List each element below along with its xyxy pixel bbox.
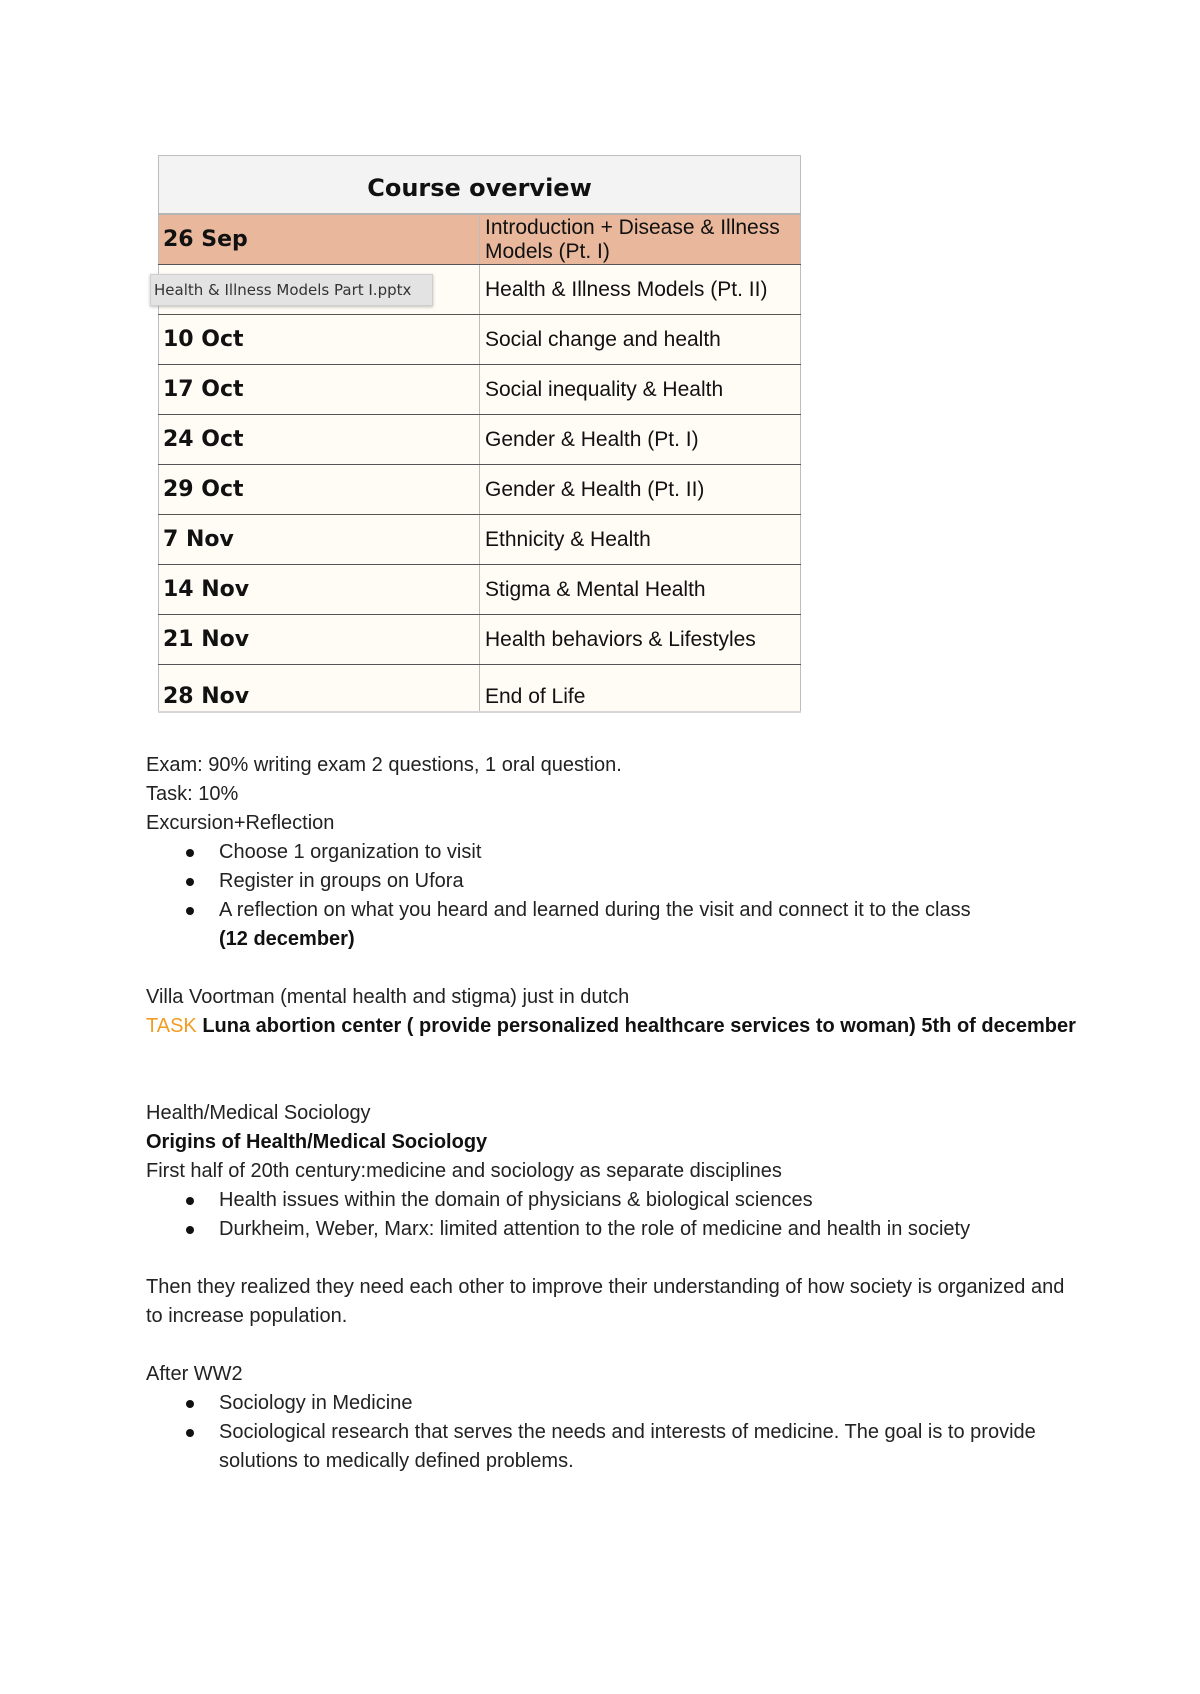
table-row xyxy=(159,665,801,713)
row-topic: Ethnicity & Health xyxy=(480,515,801,565)
after-ww2-list xyxy=(146,1389,1086,1476)
row-topic: End of Life xyxy=(480,665,801,713)
table-row xyxy=(159,465,801,515)
list-item: Durkheim, Weber, Marx: limited attention to the role of medicine and health in society xyxy=(219,1215,1086,1244)
origins-heading: Origins of Health/Medical Sociology xyxy=(146,1131,488,1153)
row-topic: Stigma & Mental Health xyxy=(480,565,801,615)
first-half-line: First half of 20th century:medicine and sociology as separate disciplines xyxy=(146,1160,782,1182)
row-topic: Health & Illness Models (Pt. II) xyxy=(480,265,801,315)
task-line: Task: 10% xyxy=(146,783,239,805)
list-item: Health issues within the domain of physicians & biological sciences xyxy=(219,1186,1086,1215)
row-date: 29 Oct xyxy=(159,465,480,515)
row-topic: Gender & Health (Pt. I) xyxy=(480,415,801,465)
course-overview-title: Course overview xyxy=(159,156,801,215)
row-topic: Health behaviors & Lifestyles xyxy=(480,615,801,665)
table-row xyxy=(159,615,801,665)
list-item: Choose 1 organization to visit xyxy=(219,838,1086,867)
row-date: 14 Nov xyxy=(159,565,480,615)
table-row xyxy=(159,365,801,415)
luna-line xyxy=(146,1012,1086,1041)
table-row xyxy=(159,415,801,465)
table-row xyxy=(159,315,801,365)
course-overview-table xyxy=(158,155,801,713)
villa-line: Villa Voortman (mental health and stigma) just in dutch xyxy=(146,986,630,1008)
row-date: 24 Oct xyxy=(159,415,480,465)
deadline-text: (12 december) xyxy=(219,928,355,950)
list-item: Sociological research that serves the needs and interests of medicine. The goal is to provide solutions to medically defined problems. xyxy=(219,1418,1086,1476)
list-item: Sociology in Medicine xyxy=(219,1389,1086,1418)
excursion-list xyxy=(146,838,1086,954)
exam-line: Exam: 90% writing exam 2 questions, 1 oral question. xyxy=(146,754,622,776)
document-body xyxy=(146,751,1086,1476)
row-date: 10 Oct xyxy=(159,315,480,365)
row-topic: Social change and health xyxy=(480,315,801,365)
realized-paragraph: Then they realized they need each other to improve their understanding of how society is organized and to increase population. xyxy=(146,1276,1065,1327)
list-item: A reflection on what you heard and learned during the visit and connect it to the class (12 december) xyxy=(219,896,1086,954)
row-topic: Introduction + Disease & Illness Models (Pt. I) xyxy=(480,214,801,265)
task-label: TASK xyxy=(146,1015,197,1037)
excursion-heading: Excursion+Reflection xyxy=(146,812,335,834)
luna-text: Luna abortion center ( provide personalized healthcare services to woman) 5th of december xyxy=(202,1015,1076,1037)
table-row xyxy=(159,214,801,265)
table-row xyxy=(159,515,801,565)
sociology-heading: Health/Medical Sociology xyxy=(146,1102,371,1124)
row-topic: Social inequality & Health xyxy=(480,365,801,415)
row-topic: Gender & Health (Pt. II) xyxy=(480,465,801,515)
row-date: 17 Oct xyxy=(159,365,480,415)
file-tooltip: Health & Illness Models Part I.pptx xyxy=(150,274,433,306)
row-date: 7 Nov xyxy=(159,515,480,565)
after-ww2-line: After WW2 xyxy=(146,1363,243,1385)
row-date: 26 Sep xyxy=(159,214,480,265)
table-row xyxy=(159,565,801,615)
first-half-list xyxy=(146,1186,1086,1244)
list-item: Register in groups on Ufora xyxy=(219,867,1086,896)
row-date: 21 Nov xyxy=(159,615,480,665)
row-date: 28 Nov xyxy=(159,665,480,713)
